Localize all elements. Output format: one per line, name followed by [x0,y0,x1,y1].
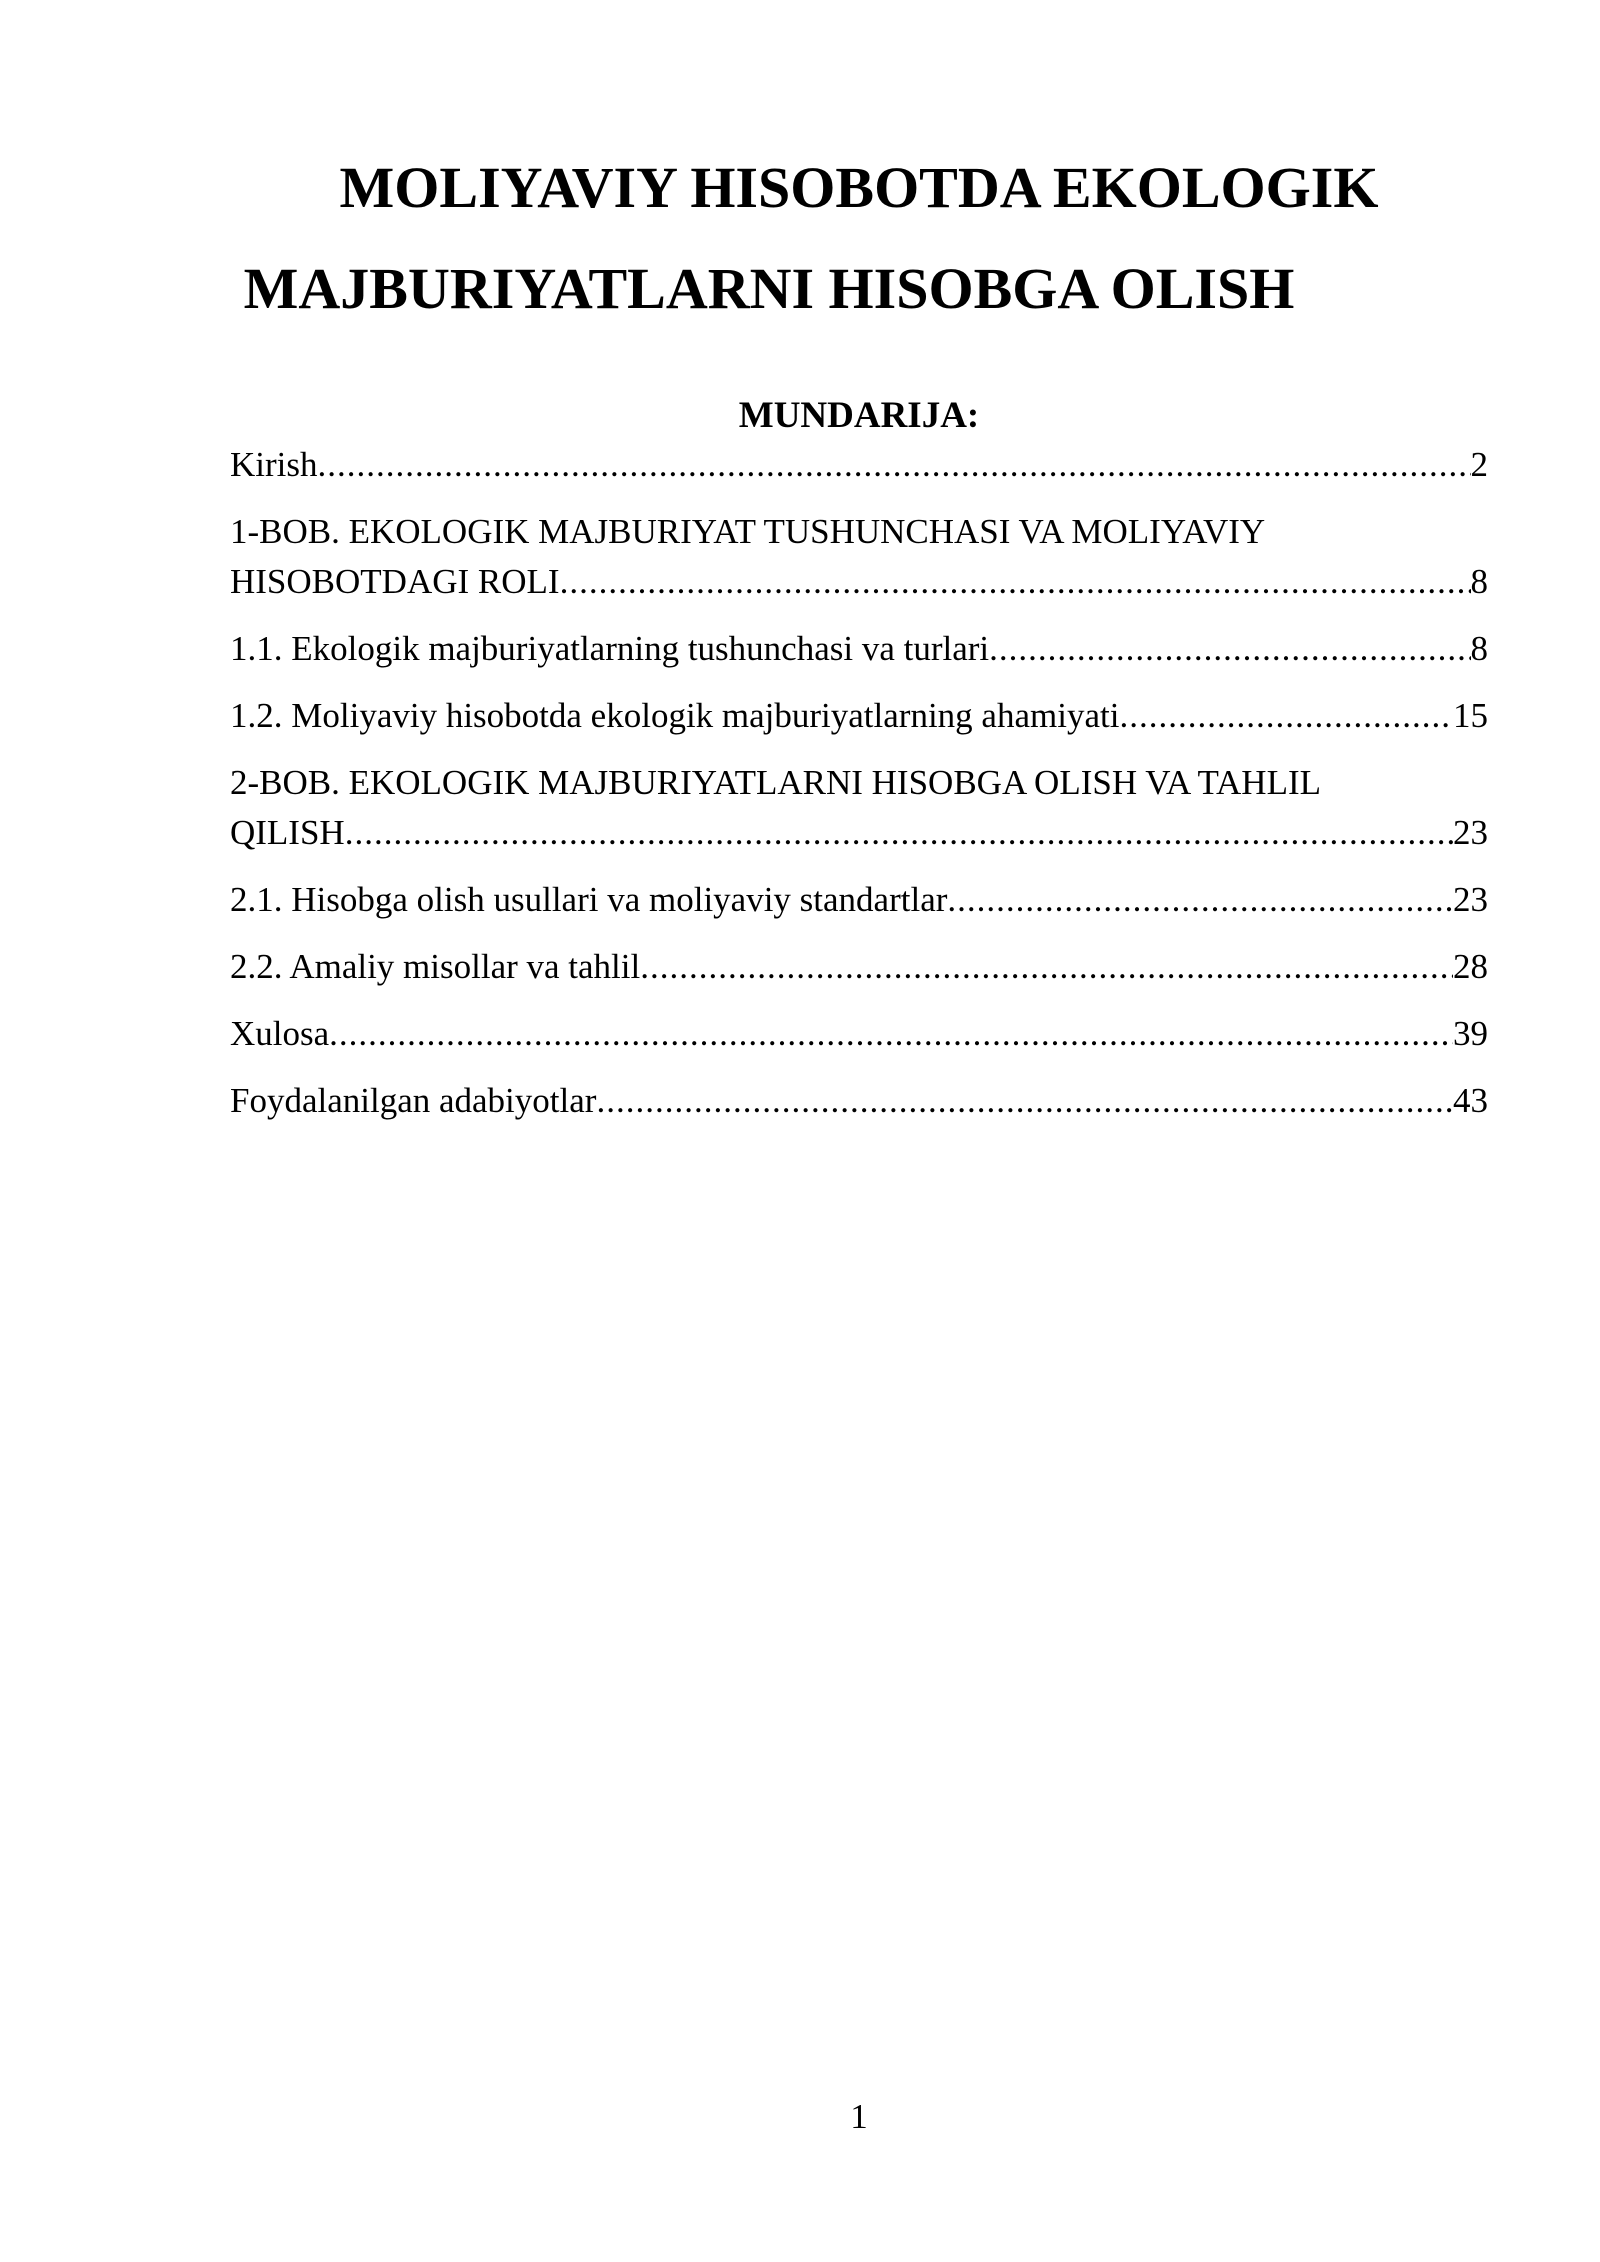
toc-entry-line [230,1009,1488,1059]
toc-entry-line [230,691,1488,741]
toc-entry-section-1-1[interactable] [230,624,1488,674]
toc-dot-leader [560,557,1471,607]
toc-entry-line [230,808,1488,858]
toc-entry-page: 23 [1453,813,1488,852]
toc-dot-leader [596,1076,1453,1126]
toc-dot-leader [329,1009,1453,1059]
toc-entry-page: 2 [1470,445,1488,484]
toc-entry-title: 2.2. Amaliy misollar va tahlil [230,947,641,986]
toc-entry-line [230,1076,1488,1126]
table-of-contents [230,440,1488,1143]
toc-entry-page: 39 [1453,1014,1488,1053]
toc-entry-page: 8 [1470,629,1488,668]
toc-entry-title-first-line: 1-BOB. EKOLOGIK MAJBURIYAT TUSHUNCHASI VA MOLIYAVIY [230,512,1266,551]
toc-entry-references[interactable] [230,1076,1488,1126]
toc-heading: MUNDARIJA: [738,395,980,436]
toc-entry-chapter-1[interactable] [230,507,1488,607]
toc-entry-section-2-1[interactable] [230,875,1488,925]
document-title-line-2: MAJBURIYATLARNI HISOBGA OLISH [243,256,1295,321]
toc-entry-title: 1.1. Ekologik majburiyatlarning tushunchasi va turlari [230,629,990,668]
toc-dot-leader [318,440,1471,490]
toc-entry-line [230,624,1488,674]
page-number: 1 [850,2097,868,2136]
toc-entry-xulosa[interactable] [230,1009,1488,1059]
toc-entry-kirish[interactable] [230,440,1488,490]
toc-entry-title-first-line: 2-BOB. EKOLOGIK MAJBURIYATLARNI HISOBGA OLISH VA TAHLIL [230,763,1321,802]
toc-entry-line [230,942,1488,992]
toc-entry-section-2-2[interactable] [230,942,1488,992]
toc-entry-page: 15 [1453,696,1488,735]
toc-entry-section-1-2[interactable] [230,691,1488,741]
toc-dot-leader [640,942,1453,992]
toc-entry-page: 43 [1453,1081,1488,1120]
toc-entry-line [230,557,1488,607]
toc-entry-page: 23 [1453,880,1488,919]
toc-entry-title: HISOBOTDAGI ROLI [230,562,560,601]
toc-entry-title: Xulosa [230,1014,330,1053]
toc-dot-leader [989,624,1470,674]
toc-entry-title: QILISH [230,813,345,852]
toc-entry-title: Foydalanilgan adabiyotlar [230,1081,597,1120]
toc-dot-leader [345,808,1453,858]
toc-entry-chapter-2[interactable] [230,758,1488,858]
toc-dot-leader [1119,691,1453,741]
toc-dot-leader [947,875,1453,925]
toc-entry-line [230,875,1488,925]
toc-entry-line [230,440,1488,490]
document-title-line-1: MOLIYAVIY HISOBOTDA EKOLOGIK [339,155,1379,220]
toc-entry-title: Kirish [230,445,318,484]
toc-entry-page: 8 [1470,562,1488,601]
toc-entry-title: 1.2. Moliyaviy hisobotda ekologik majburiyatlarning ahamiyati [230,696,1120,735]
toc-entry-title: 2.1. Hisobga olish usullari va moliyaviy standartlar [230,880,948,919]
toc-entry-page: 28 [1453,947,1488,986]
